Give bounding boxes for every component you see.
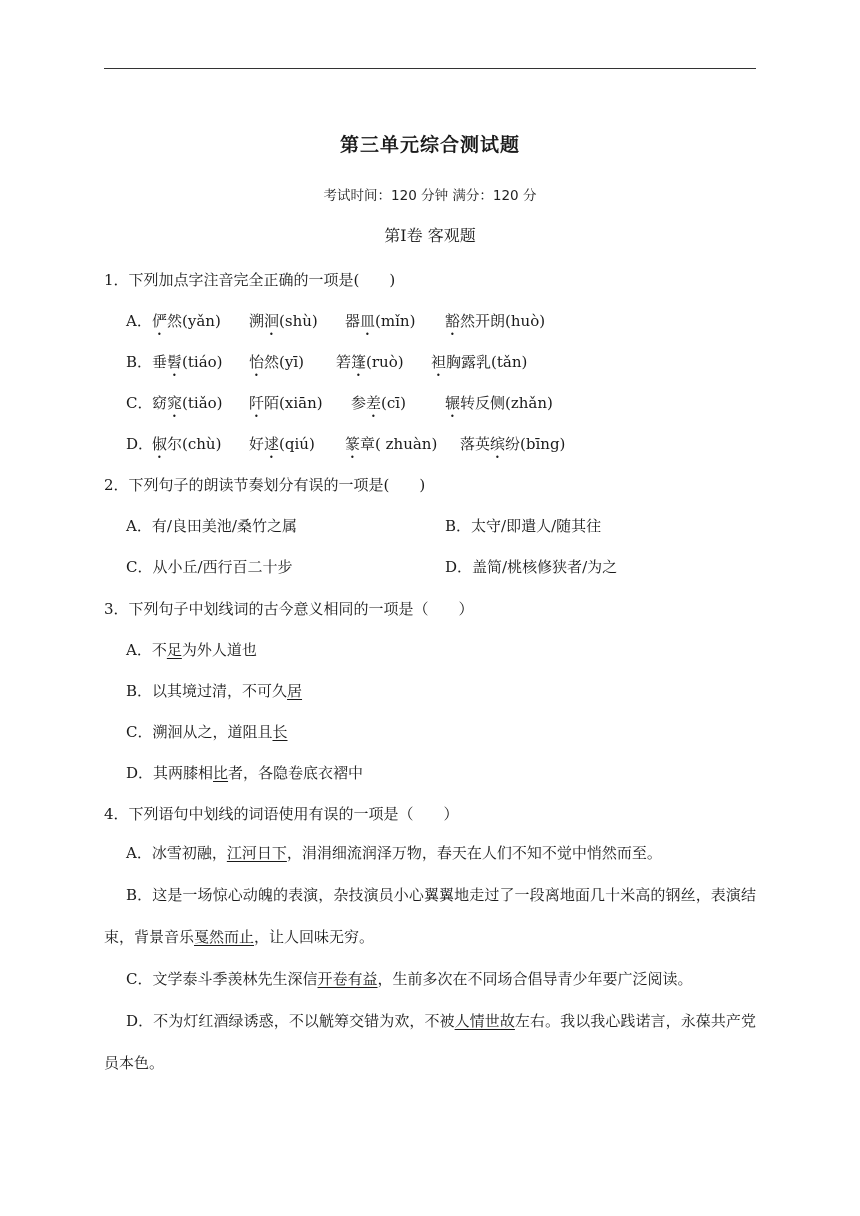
question-1-stem: 1．下列加点字注音完全正确的一项是( ) xyxy=(104,271,396,289)
q4-option-d: D．不为灯红酒绿诱惑，不以觥筹交错为欢，不被人情世故左右。我以我心践诺言，永葆共产党员本色。 xyxy=(104,1012,756,1072)
q1-option-a-item-3: 器皿(mǐn) xyxy=(345,312,416,330)
q1-option-b-label: B． xyxy=(126,353,153,371)
q1-option-a-item-4: 豁然开朗(huò) xyxy=(445,312,546,330)
q1-option-c-item-3: 参差(cī) xyxy=(351,394,406,412)
q2-option-a: A．有/良田美池/桑竹之属 xyxy=(126,517,297,535)
section-heading: 第Ⅰ卷 客观题 xyxy=(384,226,476,245)
q1-option-b-item-3: 箬篷(ruò) xyxy=(336,353,404,371)
q1-option-b-item-4: 袒胸露乳(tǎn) xyxy=(431,353,528,371)
exam-info: 考试时间：120 分钟 满分：120 分 xyxy=(323,188,537,204)
q1-option-d-item-3: 篆章( zhuàn) xyxy=(345,435,438,453)
q3-option-a: A．不足为外人道也 xyxy=(126,641,257,659)
q4-option-a: A．冰雪初融，江河日下，涓涓细流润泽万物，春天在人们不知不觉中悄然而至。 xyxy=(126,844,662,862)
q1-option-d-item-2: 好逑(qiú) xyxy=(249,435,315,453)
q1-option-d-item-1: 俶尔(chù) xyxy=(152,435,222,453)
q1-option-c-item-4: 辗转反侧(zhǎn) xyxy=(445,394,553,412)
q2-option-c: C．从小丘/西行百二十步 xyxy=(126,558,293,576)
question-3-stem: 3．下列句子中划线词的古今意义相同的一项是（ ） xyxy=(104,600,474,618)
q3-option-d: D．其两膝相比者，各隐卷底衣褶中 xyxy=(126,764,364,782)
page-title: 第三单元综合测试题 xyxy=(339,134,520,156)
q1-option-b-item-1: 垂髫(tiáo) xyxy=(152,353,223,371)
q3-option-c: C．溯洄从之，道阻且长 xyxy=(126,723,288,741)
header-rule xyxy=(104,68,756,69)
q1-option-a-item-1: 俨然(yǎn) xyxy=(152,312,221,330)
q4-option-b: B．这是一场惊心动魄的表演，杂技演员小心翼翼地走过了一段离地面几十米高的钢丝，表演结束，背景音乐戛然而止，让人回味无穷。 xyxy=(104,886,756,946)
q1-option-c-item-2: 阡陌(xiān) xyxy=(249,394,323,412)
q1-option-a-label: A． xyxy=(126,312,152,330)
q1-option-d-item-4: 落英缤纷(bīng) xyxy=(460,435,566,453)
q1-option-c-item-1: 窈窕(tiǎo) xyxy=(152,394,223,412)
q4-option-c: C．文学泰斗季羡林先生深信开卷有益，生前多次在不同场合倡导青少年要广泛阅读。 xyxy=(126,970,693,988)
q2-option-d: D．盖简/桃核修狭者/为之 xyxy=(445,558,618,576)
question-4-stem: 4．下列语句中划线的词语使用有误的一项是（ ） xyxy=(104,805,459,823)
q2-option-b: B．太守/即遣人/随其往 xyxy=(445,517,602,535)
q1-option-d-label: D． xyxy=(126,435,154,453)
q1-option-a-item-2: 溯洄(shù) xyxy=(249,312,318,330)
question-2-stem: 2．下列句子的朗读节奏划分有误的一项是( ) xyxy=(104,476,426,494)
q1-option-b-item-2: 怡然(yī) xyxy=(249,353,304,371)
q3-option-b: B．以其境过清，不可久居 xyxy=(126,682,303,700)
q1-option-c-label: C． xyxy=(126,394,153,412)
